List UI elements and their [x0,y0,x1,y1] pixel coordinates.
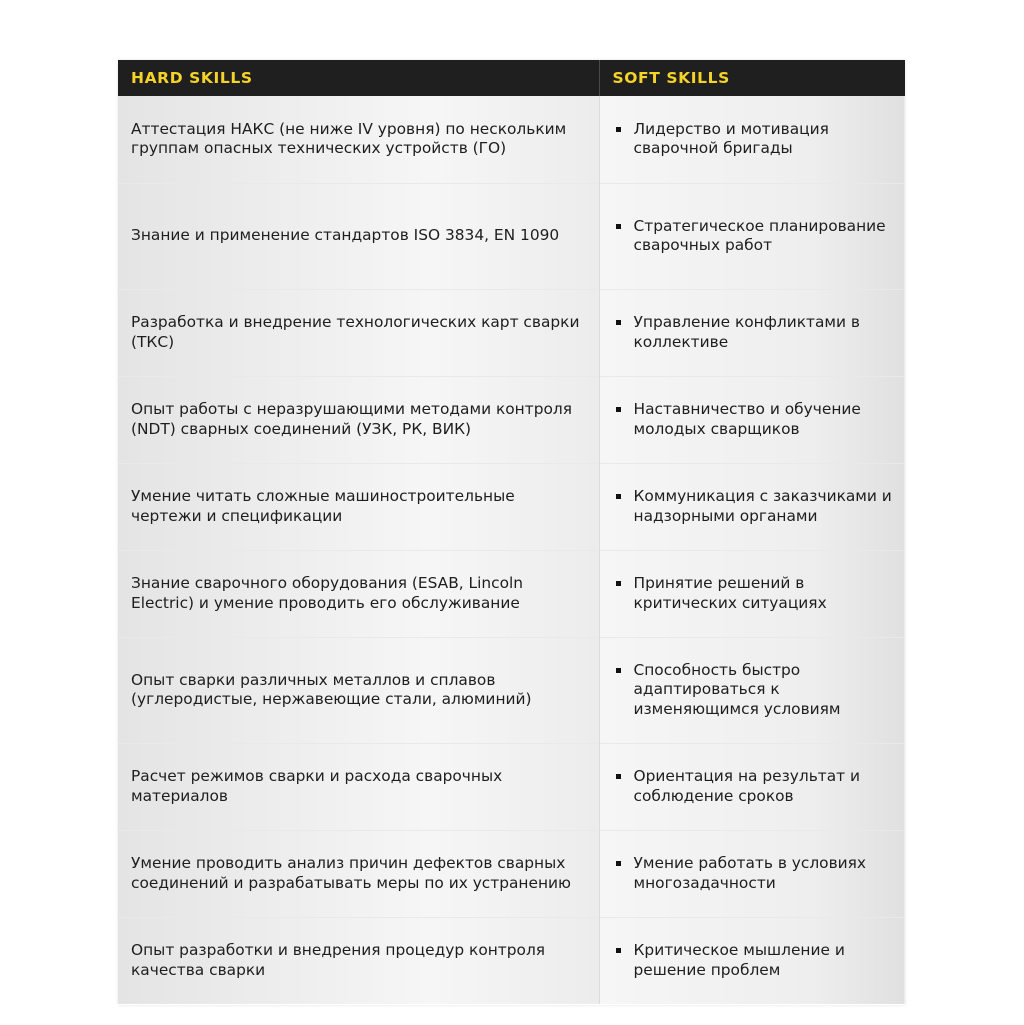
bullet-icon [616,581,621,586]
table-row [118,830,905,917]
bullet-icon [616,407,621,412]
hard-skill-cell: Опыт сварки различных металлов и сплавов (углеродистые, нержавеющие стали, алюминий) [118,637,599,743]
hard-skill-cell: Опыт работы с неразрушающими методами контроля (NDT) сварных соединений (УЗК, РК, ВИК) [118,376,599,463]
skills-table-container [118,60,905,1005]
soft-skill-text: Лидерство и мотивация сварочной бригады [633,119,829,158]
hard-skill-cell: Расчет режимов сварки и расхода сварочных материалов [118,743,599,830]
bullet-icon [616,861,621,866]
soft-skill-text: Стратегическое планирование сварочных работ [633,216,886,254]
soft-skill-cell [599,917,905,1004]
soft-skill-cell [599,550,905,637]
hard-skill-cell: Знание и применение стандартов ISO 3834, EN 1090 [118,183,599,289]
soft-skill-cell [599,743,905,830]
soft-skill-cell [599,830,905,917]
soft-skills-header: SOFT SKILLS [599,60,905,96]
skills-table [118,60,905,1004]
hard-skill-cell: Разработка и внедрение технологических карт сварки (ТКС) [118,289,599,376]
bullet-icon [616,224,621,229]
table-row [118,183,905,289]
table-row [118,550,905,637]
table-row [118,289,905,376]
soft-skill-cell [599,463,905,550]
soft-skill-text: Критическое мышление и решение проблем [633,941,845,979]
soft-skill-text: Умение работать в условиях многозадачности [633,854,867,892]
bullet-icon [616,494,621,499]
table-row [118,917,905,1004]
hard-skill-cell: Умение читать сложные машиностроительные чертежи и спецификации [118,463,599,550]
soft-skill-text: Коммуникация с заказчиками и надзорными органами [633,487,892,525]
soft-skill-text: Ориентация на результат и соблюдение сроков [633,767,861,805]
bullet-icon [616,320,621,325]
bullet-icon [616,668,621,673]
hard-skill-cell: Аттестация НАКС (не ниже IV уровня) по нескольким группам опасных технических устройств (ГО) [118,96,599,183]
soft-skill-text: Управление конфликтами в коллективе [633,313,860,351]
soft-skill-cell [599,96,905,183]
hard-skills-header: HARD SKILLS [118,60,599,96]
bullet-icon [616,948,621,953]
bullet-icon [616,774,621,779]
table-row [118,637,905,743]
hard-skill-cell: Знание сварочного оборудования (ESAB, Lincoln Electric) и умение проводить его обслуживание [118,550,599,637]
table-row [118,743,905,830]
soft-skill-cell [599,376,905,463]
hard-skill-cell: Опыт разработки и внедрения процедур контроля качества сварки [118,917,599,1004]
table-row [118,376,905,463]
soft-skill-text: Способность быстро адаптироваться к изменяющимся условиям [633,660,841,718]
table-row [118,463,905,550]
table-row [118,96,905,183]
soft-skill-cell [599,183,905,289]
soft-skill-text: Принятие решений в критических ситуациях [633,574,827,612]
hard-skill-cell: Умение проводить анализ причин дефектов сварных соединений и разрабатывать меры по их устранению [118,830,599,917]
soft-skill-cell [599,637,905,743]
bullet-icon [616,127,621,132]
soft-skill-text: Наставничество и обучение молодых сварщиков [633,400,861,438]
header-row [118,60,905,96]
soft-skill-cell [599,289,905,376]
